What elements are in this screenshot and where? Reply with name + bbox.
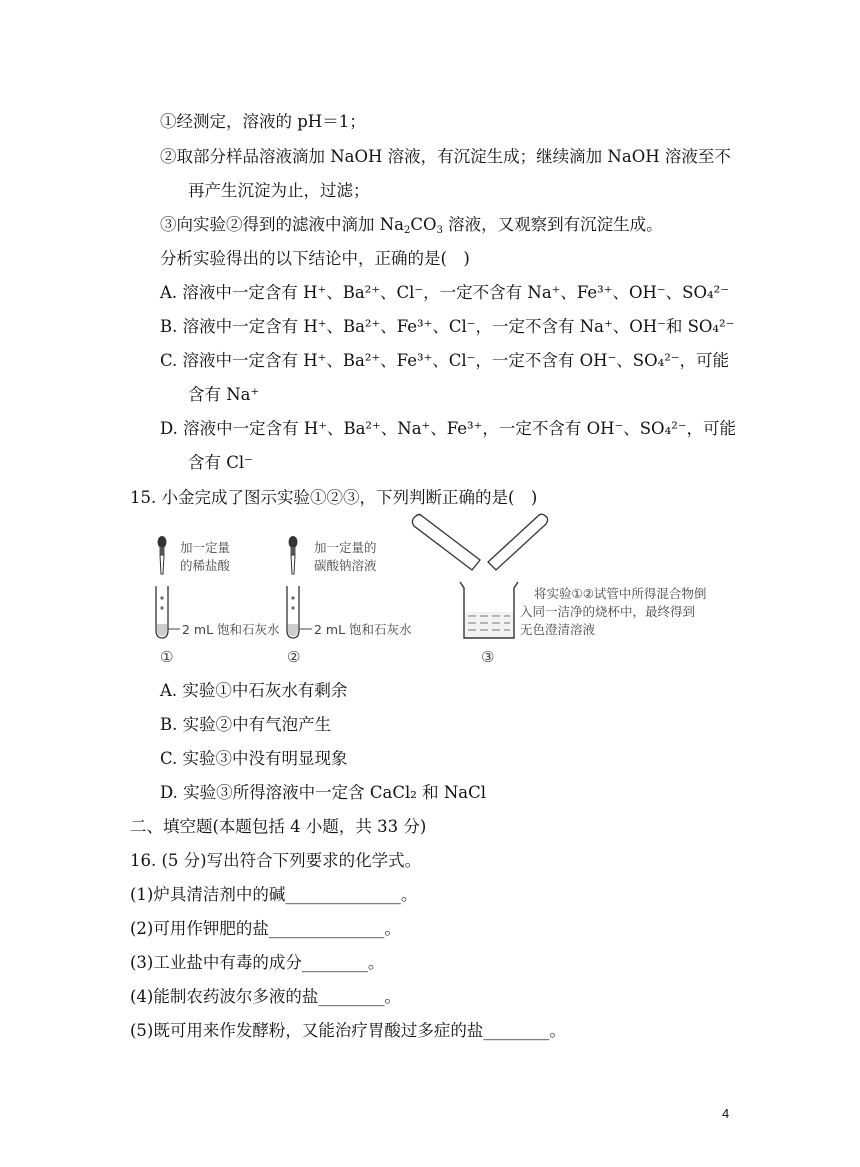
- q14-step-1: ①经测定，溶液的 pH＝1；: [160, 112, 366, 131]
- exp2-tube-label: 2 mL 饱和石灰水: [314, 622, 412, 637]
- q16-item-1: (1)炉具清洁剂中的碱______________。: [130, 885, 418, 904]
- section-heading: 二、填空题(本题包括 4 小题，共 33 分): [130, 817, 427, 836]
- q16-item-3: (3)工业盐中有毒的成分________。: [130, 953, 385, 972]
- q16-item-5: (5)既可用来作发酵粉，又能治疗胃酸过多症的盐________。: [130, 1021, 566, 1040]
- beaker-icon: [460, 582, 518, 638]
- dropper-1-icon: [158, 536, 167, 574]
- q14-option-c: C. 溶液中一定含有 H⁺、Ba²⁺、Fe³⁺、Cl⁻，一定不含有 OH⁻、SO₄²⁻，可能: [160, 351, 730, 370]
- q15-experiment-figure: [150, 512, 720, 672]
- exp1-number: ①: [160, 648, 174, 666]
- q16-stem: 16. (5 分)写出符合下列要求的化学式。: [130, 851, 422, 870]
- q15-option-c: C. 实验③中没有明显现象: [160, 749, 348, 768]
- q14-step-2-cont: 再产生沉淀为止，过滤；: [188, 181, 370, 200]
- exp1-reagent-line2: 的稀盐酸: [180, 558, 231, 573]
- tilted-tube-left-icon: [412, 515, 480, 571]
- q15-option-b: B. 实验②中有气泡产生: [160, 715, 332, 734]
- test-tube-2-icon: [287, 586, 312, 638]
- exp3-desc-line1: 将实验①②试管中所得混合物倒: [534, 586, 707, 601]
- exp2-reagent-line2: 碳酸钠溶液: [314, 558, 377, 573]
- exp3-number: ③: [481, 648, 495, 666]
- q15-option-d: D. 实验③所得溶液中一定含 CaCl₂ 和 NaCl: [160, 783, 487, 802]
- q16-item-4: (4)能制农药波尔多液的盐________。: [130, 987, 401, 1006]
- exp2-number: ②: [287, 648, 301, 666]
- q16-item-2: (2)可用作钾肥的盐______________。: [130, 919, 401, 938]
- exp2-reagent-line1: 加一定量的: [314, 540, 377, 555]
- q14-step-3: ③向实验②得到的滤液中滴加 $Na_2CO_3$ 溶液，又观察到有沉淀生成。: [160, 215, 663, 236]
- tilted-tube-right-icon: [488, 514, 548, 570]
- q14-option-d-cont: 含有 Cl⁻: [188, 453, 253, 472]
- q14-option-d: D. 溶液中一定含有 H⁺、Ba²⁺、Na⁺、Fe³⁺，一定不含有 OH⁻、SO₄²⁻，可能: [160, 419, 737, 438]
- q14-option-b: B. 溶液中一定含有 H⁺、Ba²⁺、Fe³⁺、Cl⁻，一定不含有 Na⁺、OH⁻和 SO₄²⁻: [160, 317, 735, 336]
- q15-stem: 15. 小金完成了图示实验①②③，下列判断正确的是( ): [130, 488, 538, 507]
- q15-option-a: A. 实验①中石灰水有剩余: [160, 681, 348, 700]
- exp3-desc-line3: 无色澄清溶液: [520, 622, 596, 637]
- test-tube-1-icon: [156, 586, 180, 638]
- exp3-desc-line2: 入同一洁净的烧杯中，最终得到: [520, 604, 696, 619]
- page-number: 4: [722, 1106, 730, 1121]
- q14-prompt: 分析实验得出的以下结论中，正确的是( ): [160, 249, 470, 268]
- q14-option-c-cont: 含有 Na⁺: [188, 385, 260, 404]
- q14-step-2: ②取部分样品溶液滴加 NaOH 溶液，有沉淀生成；继续滴加 NaOH 溶液至不: [160, 147, 731, 166]
- exp1-reagent-line1: 加一定量: [180, 540, 231, 555]
- exp1-tube-label: 2 mL 饱和石灰水: [182, 622, 280, 637]
- dropper-2-icon: [289, 536, 298, 574]
- q14-option-a: A. 溶液中一定含有 H⁺、Ba²⁺、Cl⁻，一定不含有 Na⁺、Fe³⁺、OH⁻、SO₄²⁻: [160, 283, 729, 302]
